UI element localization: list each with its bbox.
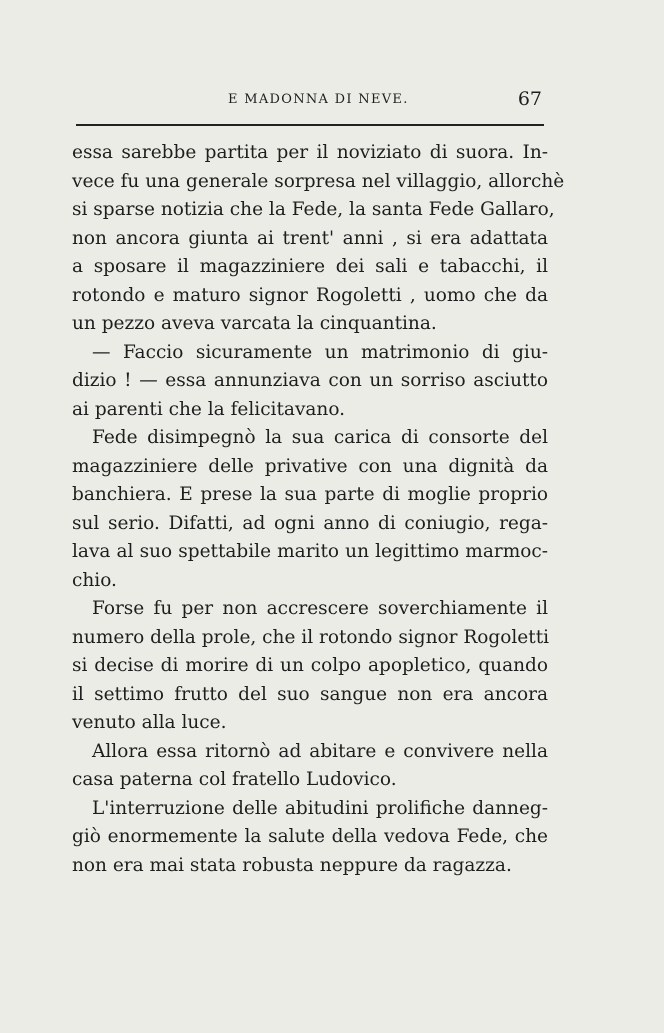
text-line: rotondo e maturo signor Rogoletti , uomo che da <box>72 284 548 306</box>
header-rule <box>76 124 544 126</box>
text-line: giò enormemente la salute della vedova Fede, che <box>72 826 548 847</box>
text-line: un pezzo aveva varcata la cinquantina. <box>72 313 437 334</box>
text-line: essa sarebbe partita per il noviziato di suora. In- <box>72 142 548 163</box>
text-line: sul serio. Difatti, ad ogni anno di coniugio, rega- <box>72 512 548 534</box>
text-line: ai parenti che la felicitavano. <box>72 398 346 420</box>
page-number: 67 <box>517 88 542 110</box>
text-line: numero della prole, che il rotondo signor Rogoletti <box>72 626 550 648</box>
text-line: — Faccio sicuramente un matrimonio di giu- <box>92 341 548 363</box>
text-line: si sparse notizia che la Fede, la santa Fede Gallaro, <box>72 199 555 220</box>
text-line: a sposare il magazziniere dei sali e tabacchi, il <box>72 256 548 277</box>
text-line: venuto alla luce. <box>72 712 227 733</box>
page-header <box>76 88 544 112</box>
text-line: banchiera. E prese la sua parte di moglie proprio <box>72 484 548 505</box>
text-line: vece fu una generale sorpresa nel villaggio, allorchè <box>72 170 565 192</box>
body-text <box>72 139 565 880</box>
text-line: lava al suo spettabile marito un legittimo marmoc- <box>72 541 548 562</box>
text-line: il settimo frutto del suo sangue non era ancora <box>72 683 548 705</box>
text-line: magazziniere delle privative con una dignità da <box>72 455 548 477</box>
text-line: dizio ! — essa annunziava con un sorriso asciutto <box>72 370 548 391</box>
text-line: si decise di morire di un colpo apopletico, quando <box>72 655 548 676</box>
running-title: E MADONNA DI NEVE. <box>228 92 409 107</box>
text-line: non ancora giunta ai trent' anni , si era adattata <box>72 227 548 249</box>
text-line: non era mai stata robusta neppure da ragazza. <box>72 854 512 876</box>
text-line: Allora essa ritornò ad abitare e convivere nella <box>92 740 548 762</box>
text-line: L'interruzione delle abitudini prolifiche danneg- <box>92 797 548 819</box>
text-line: casa paterna col fratello Ludovico. <box>72 769 397 790</box>
text-line: Forse fu per non accrescere soverchiamente il <box>92 598 548 619</box>
text-line: Fede disimpegnò la sua carica di consorte del <box>92 427 548 448</box>
text-line: chio. <box>72 569 117 591</box>
